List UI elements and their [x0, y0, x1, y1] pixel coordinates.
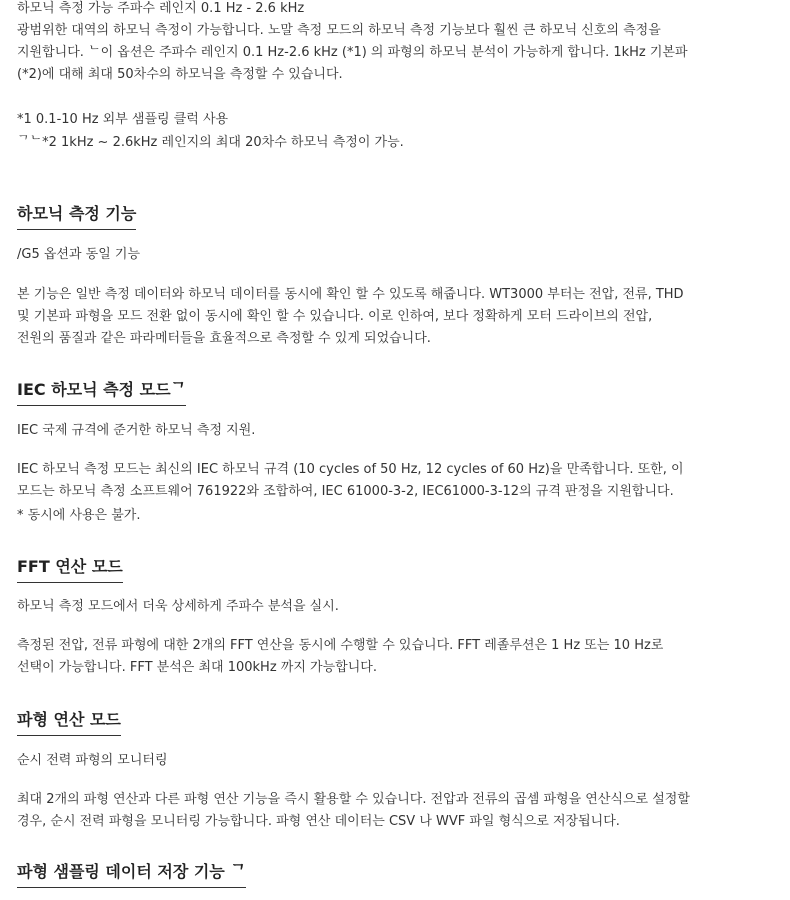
intro-line: (*2)에 대해 최대 50차수의 하모닉을 측정할 수 있습니다.: [17, 67, 343, 82]
intro-line: 하모닉 측정 가능 주파수 레인지 0.1 Hz - 2.6 kHz: [17, 1, 305, 16]
intro-note: *1 0.1-10 Hz 외부 샘플링 클럭 사용: [17, 112, 229, 127]
section-line: 전원의 품질과 같은 파라메터들을 효율적으로 측정할 수 있게 되었습니다.: [17, 331, 431, 346]
section-heading-harmonic-measurement: 하모닉 측정 기능: [17, 202, 136, 230]
section-line: 모드는 하모닉 측정 소프트웨어 761922와 조합하여, IEC 61000-3-2, IEC61000-3-12의 규격 판정을 지원합니다.: [17, 484, 674, 499]
section-heading-iec-harmonic-mode: IEC 하모닉 측정 모드ᄀ: [17, 378, 186, 406]
section-line: 경우, 순시 전력 파형을 모니터링 가능합니다. 파형 연산 데이터는 CSV 나 WVF 파일 형식으로 저장됩니다.: [17, 814, 620, 829]
section-line: /G5 옵션과 동일 기능: [17, 247, 141, 262]
section-line: 선택이 가능합니다. FFT 분석은 최대 100kHz 까지 가능합니다.: [17, 660, 377, 675]
section-line: 하모닉 측정 모드에서 더욱 상세하게 주파수 분석을 실시.: [17, 599, 339, 614]
section-heading-fft-mode: FFT 연산 모드: [17, 555, 123, 583]
section-line: 및 기본파 파형을 모드 전환 없이 동시에 확인 할 수 있습니다. 이로 인하여, 보다 정확하게 모터 드라이브의 전압,: [17, 309, 653, 324]
section-line: 본 기능은 일반 측정 데이터와 하모닉 데이터를 동시에 확인 할 수 있도록 해줍니다. WT3000 부터는 전압, 전류, THD: [17, 287, 684, 302]
intro-note: ᄀᄂ*2 1kHz ~ 2.6kHz 레인지의 최대 20차수 하모닉 측정이 가능.: [17, 135, 404, 150]
section-line: * 동시에 사용은 불가.: [17, 508, 141, 523]
section-line: 최대 2개의 파형 연산과 다른 파형 연산 기능을 즉시 활용할 수 있습니다. 전압과 전류의 곱셈 파형을 연산식으로 설정할: [17, 792, 690, 807]
intro-line: 광범위한 대역의 하모닉 측정이 가능합니다. 노말 측정 모드의 하모닉 측정 기능보다 훨씬 큰 하모닉 신호의 측정을: [17, 23, 661, 38]
section-heading-waveform-computation: 파형 연산 모드: [17, 708, 121, 736]
section-heading-waveform-sampling-storage: 파형 샘플링 데이터 저장 기능 ᄀ: [17, 860, 246, 888]
section-line: IEC 국제 규격에 준거한 하모닉 측정 지원.: [17, 423, 256, 438]
section-line: 측정된 전압, 전류 파형에 대한 2개의 FFT 연산을 동시에 수행할 수 있습니다. FFT 레졸루션은 1 Hz 또는 10 Hz로: [17, 638, 664, 653]
intro-line: 지원합니다. ᄂ이 옵션은 주파수 레인지 0.1 Hz-2.6 kHz (*1) 의 파형의 하모닉 분석이 가능하게 합니다. 1kHz 기본파: [17, 45, 688, 60]
section-line: IEC 하모닉 측정 모드는 최신의 IEC 하모닉 규격 (10 cycles of 50 Hz, 12 cycles of 60 Hz)을 만족합니다. 또한, 이: [17, 462, 684, 477]
section-line: 순시 전력 파형의 모니터링: [17, 753, 168, 768]
